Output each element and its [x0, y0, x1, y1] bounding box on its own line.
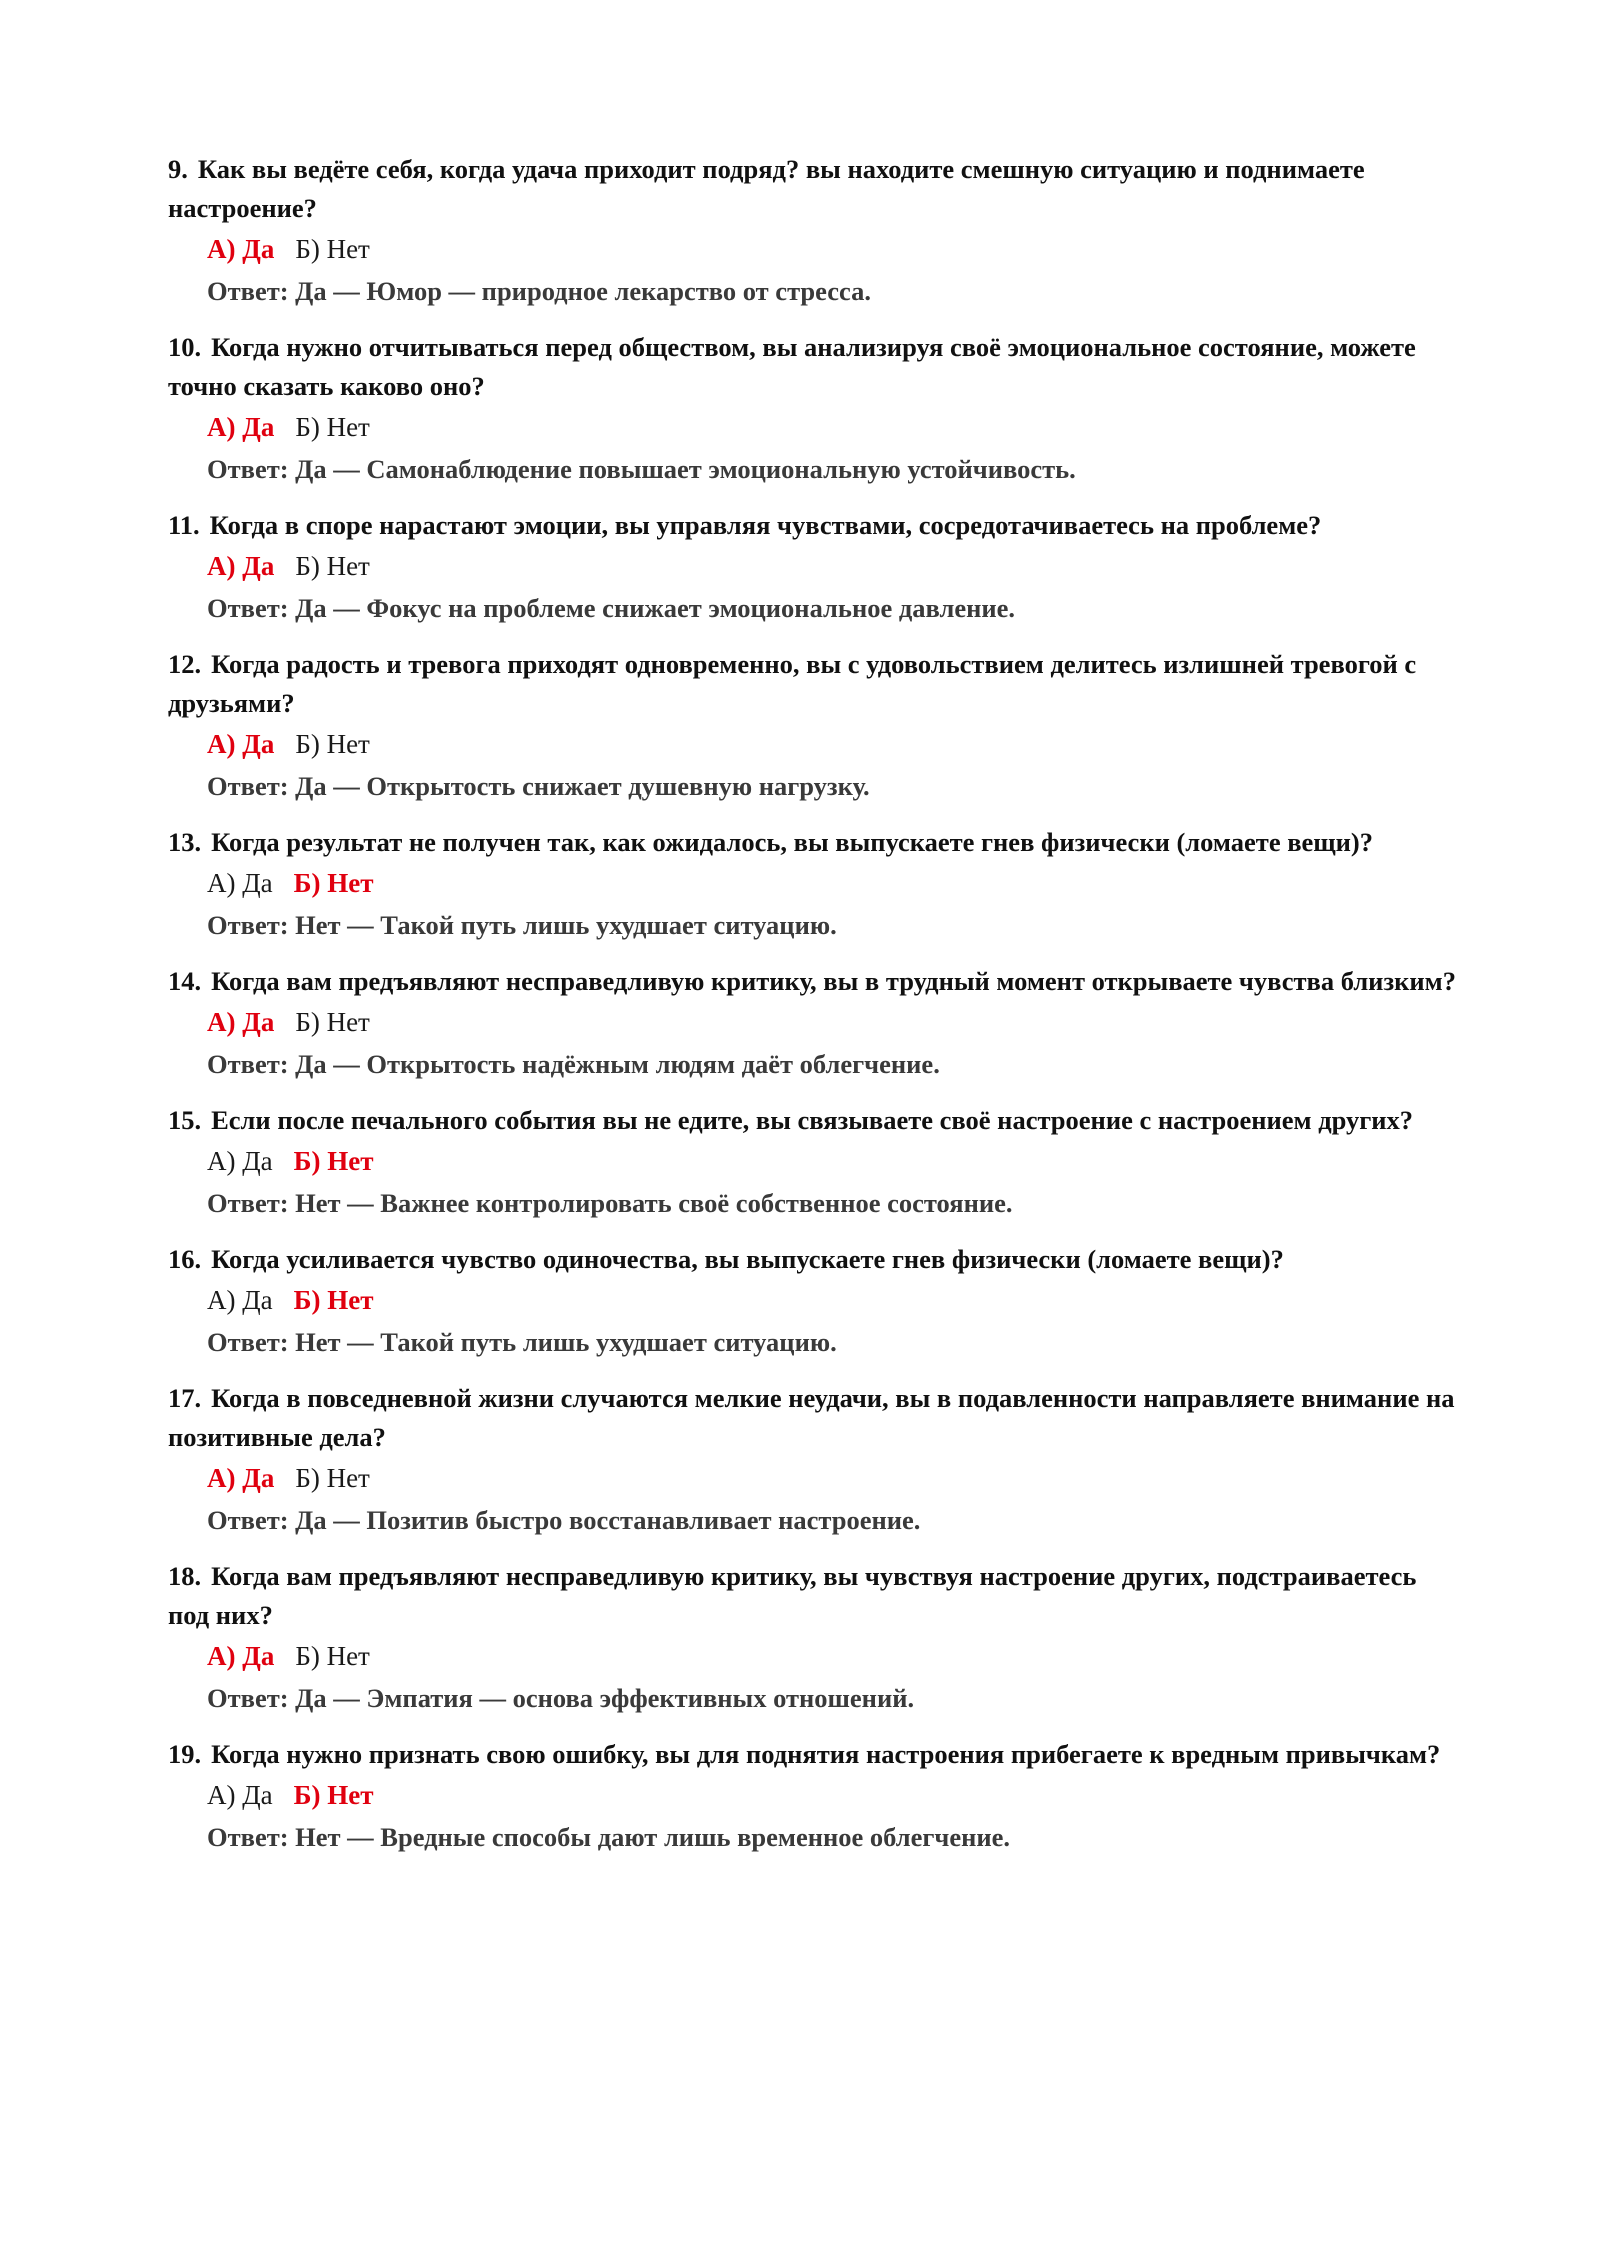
option-a: А) Да	[207, 1780, 273, 1810]
question-number: 13.	[168, 827, 202, 857]
question-number: 18.	[168, 1561, 202, 1591]
option-a: А) Да	[207, 1146, 273, 1176]
option-a: А) Да	[207, 1007, 275, 1037]
question-14	[168, 962, 1458, 1084]
answer-text: Ответ: Да — Эмпатия — основа эффективных отношений.	[207, 1683, 915, 1713]
answer-text: Ответ: Да — Открытость снижает душевную нагрузку.	[207, 771, 870, 801]
answer-text: Ответ: Нет — Важнее контролировать своё собственное состояние.	[207, 1188, 1013, 1218]
options-row	[168, 406, 1458, 449]
question-text	[168, 962, 1458, 1001]
question-body: Когда нужно признать свою ошибку, вы для поднятия настроения прибегаете к вредным привычкам?	[211, 1739, 1441, 1769]
question-11	[168, 506, 1458, 628]
question-body: Как вы ведёте себя, когда удача приходит подряд? вы находите смешную ситуацию и поднимаете настроение?	[168, 154, 1365, 223]
question-13	[168, 823, 1458, 945]
question-16	[168, 1240, 1458, 1362]
option-a: А) Да	[207, 551, 275, 581]
options-row	[168, 1140, 1458, 1183]
question-number: 9.	[168, 154, 188, 184]
option-b: Б) Нет	[295, 729, 370, 759]
question-number: 14.	[168, 966, 202, 996]
options-row	[168, 1635, 1458, 1678]
question-number: 19.	[168, 1739, 202, 1769]
answer-text: Ответ: Да — Открытость надёжным людям даёт облегчение.	[207, 1049, 940, 1079]
option-a: А) Да	[207, 1463, 275, 1493]
question-body: Когда вам предъявляют несправедливую критику, вы в трудный момент открываете чувства близким?	[211, 966, 1456, 996]
question-body: Когда вам предъявляют несправедливую критику, вы чувствуя настроение других, подстраиваетесь под них?	[168, 1561, 1417, 1630]
question-text	[168, 1101, 1458, 1140]
option-a: А) Да	[207, 868, 273, 898]
option-b: Б) Нет	[295, 412, 370, 442]
question-body: Когда усиливается чувство одиночества, вы выпускаете гнев физически (ломаете вещи)?	[211, 1244, 1284, 1274]
option-b: Б) Нет	[293, 1146, 374, 1176]
question-12	[168, 645, 1458, 806]
options-row	[168, 723, 1458, 766]
answer-text: Ответ: Нет — Такой путь лишь ухудшает ситуацию.	[207, 910, 837, 940]
question-text	[168, 645, 1458, 723]
option-b: Б) Нет	[295, 551, 370, 581]
question-9	[168, 150, 1458, 311]
question-text	[168, 506, 1458, 545]
options-row	[168, 545, 1458, 588]
question-17	[168, 1379, 1458, 1540]
question-body: Если после печального события вы не едите, вы связываете своё настроение с настроением других?	[211, 1105, 1414, 1135]
option-a: А) Да	[207, 1285, 273, 1315]
question-19	[168, 1735, 1458, 1857]
answer-text: Ответ: Да — Позитив быстро восстанавливает настроение.	[207, 1505, 921, 1535]
question-number: 17.	[168, 1383, 202, 1413]
option-b: Б) Нет	[293, 1285, 374, 1315]
question-10	[168, 328, 1458, 489]
question-18	[168, 1557, 1458, 1718]
question-body: Когда нужно отчитываться перед обществом, вы анализируя своё эмоциональное состояние, можете точно сказать каково оно?	[168, 332, 1416, 401]
question-text	[168, 1379, 1458, 1457]
option-b: Б) Нет	[295, 1463, 370, 1493]
option-a: А) Да	[207, 1641, 275, 1671]
question-text	[168, 150, 1458, 228]
options-row	[168, 862, 1458, 905]
option-b: Б) Нет	[295, 234, 370, 264]
question-number: 15.	[168, 1105, 202, 1135]
answer-text: Ответ: Нет — Вредные способы дают лишь временное облегчение.	[207, 1822, 1011, 1852]
option-b: Б) Нет	[295, 1641, 370, 1671]
option-b: Б) Нет	[293, 1780, 374, 1810]
answer-text: Ответ: Да — Самонаблюдение повышает эмоциональную устойчивость.	[207, 454, 1076, 484]
question-body: Когда в повседневной жизни случаются мелкие неудачи, вы в подавленности направляете внимание на позитивные дела?	[168, 1383, 1455, 1452]
question-body: Когда результат не получен так, как ожидалось, вы выпускаете гнев физически (ломаете вещи)?	[211, 827, 1373, 857]
option-b: Б) Нет	[293, 868, 374, 898]
question-number: 11.	[168, 510, 200, 540]
options-row	[168, 1001, 1458, 1044]
question-15	[168, 1101, 1458, 1223]
answer-text: Ответ: Нет — Такой путь лишь ухудшает ситуацию.	[207, 1327, 837, 1357]
question-text	[168, 1735, 1458, 1774]
question-number: 16.	[168, 1244, 202, 1274]
question-number: 12.	[168, 649, 202, 679]
options-row	[168, 228, 1458, 271]
answer-text: Ответ: Да — Фокус на проблеме снижает эмоциональное давление.	[207, 593, 1016, 623]
option-a: А) Да	[207, 412, 275, 442]
option-a: А) Да	[207, 729, 275, 759]
answer-text: Ответ: Да — Юмор — природное лекарство от стресса.	[207, 276, 871, 306]
question-body: Когда радость и тревога приходят одновременно, вы с удовольствием делитесь излишней тревогой с друзьями?	[168, 649, 1417, 718]
question-text	[168, 1557, 1458, 1635]
question-text	[168, 1240, 1458, 1279]
options-row	[168, 1279, 1458, 1322]
question-text	[168, 823, 1458, 862]
question-text	[168, 328, 1458, 406]
question-number: 10.	[168, 332, 202, 362]
option-b: Б) Нет	[295, 1007, 370, 1037]
question-body: Когда в споре нарастают эмоции, вы управляя чувствами, сосредотачиваетесь на проблеме?	[209, 510, 1322, 540]
document-page	[168, 150, 1458, 1874]
options-row	[168, 1774, 1458, 1817]
option-a: А) Да	[207, 234, 275, 264]
options-row	[168, 1457, 1458, 1500]
